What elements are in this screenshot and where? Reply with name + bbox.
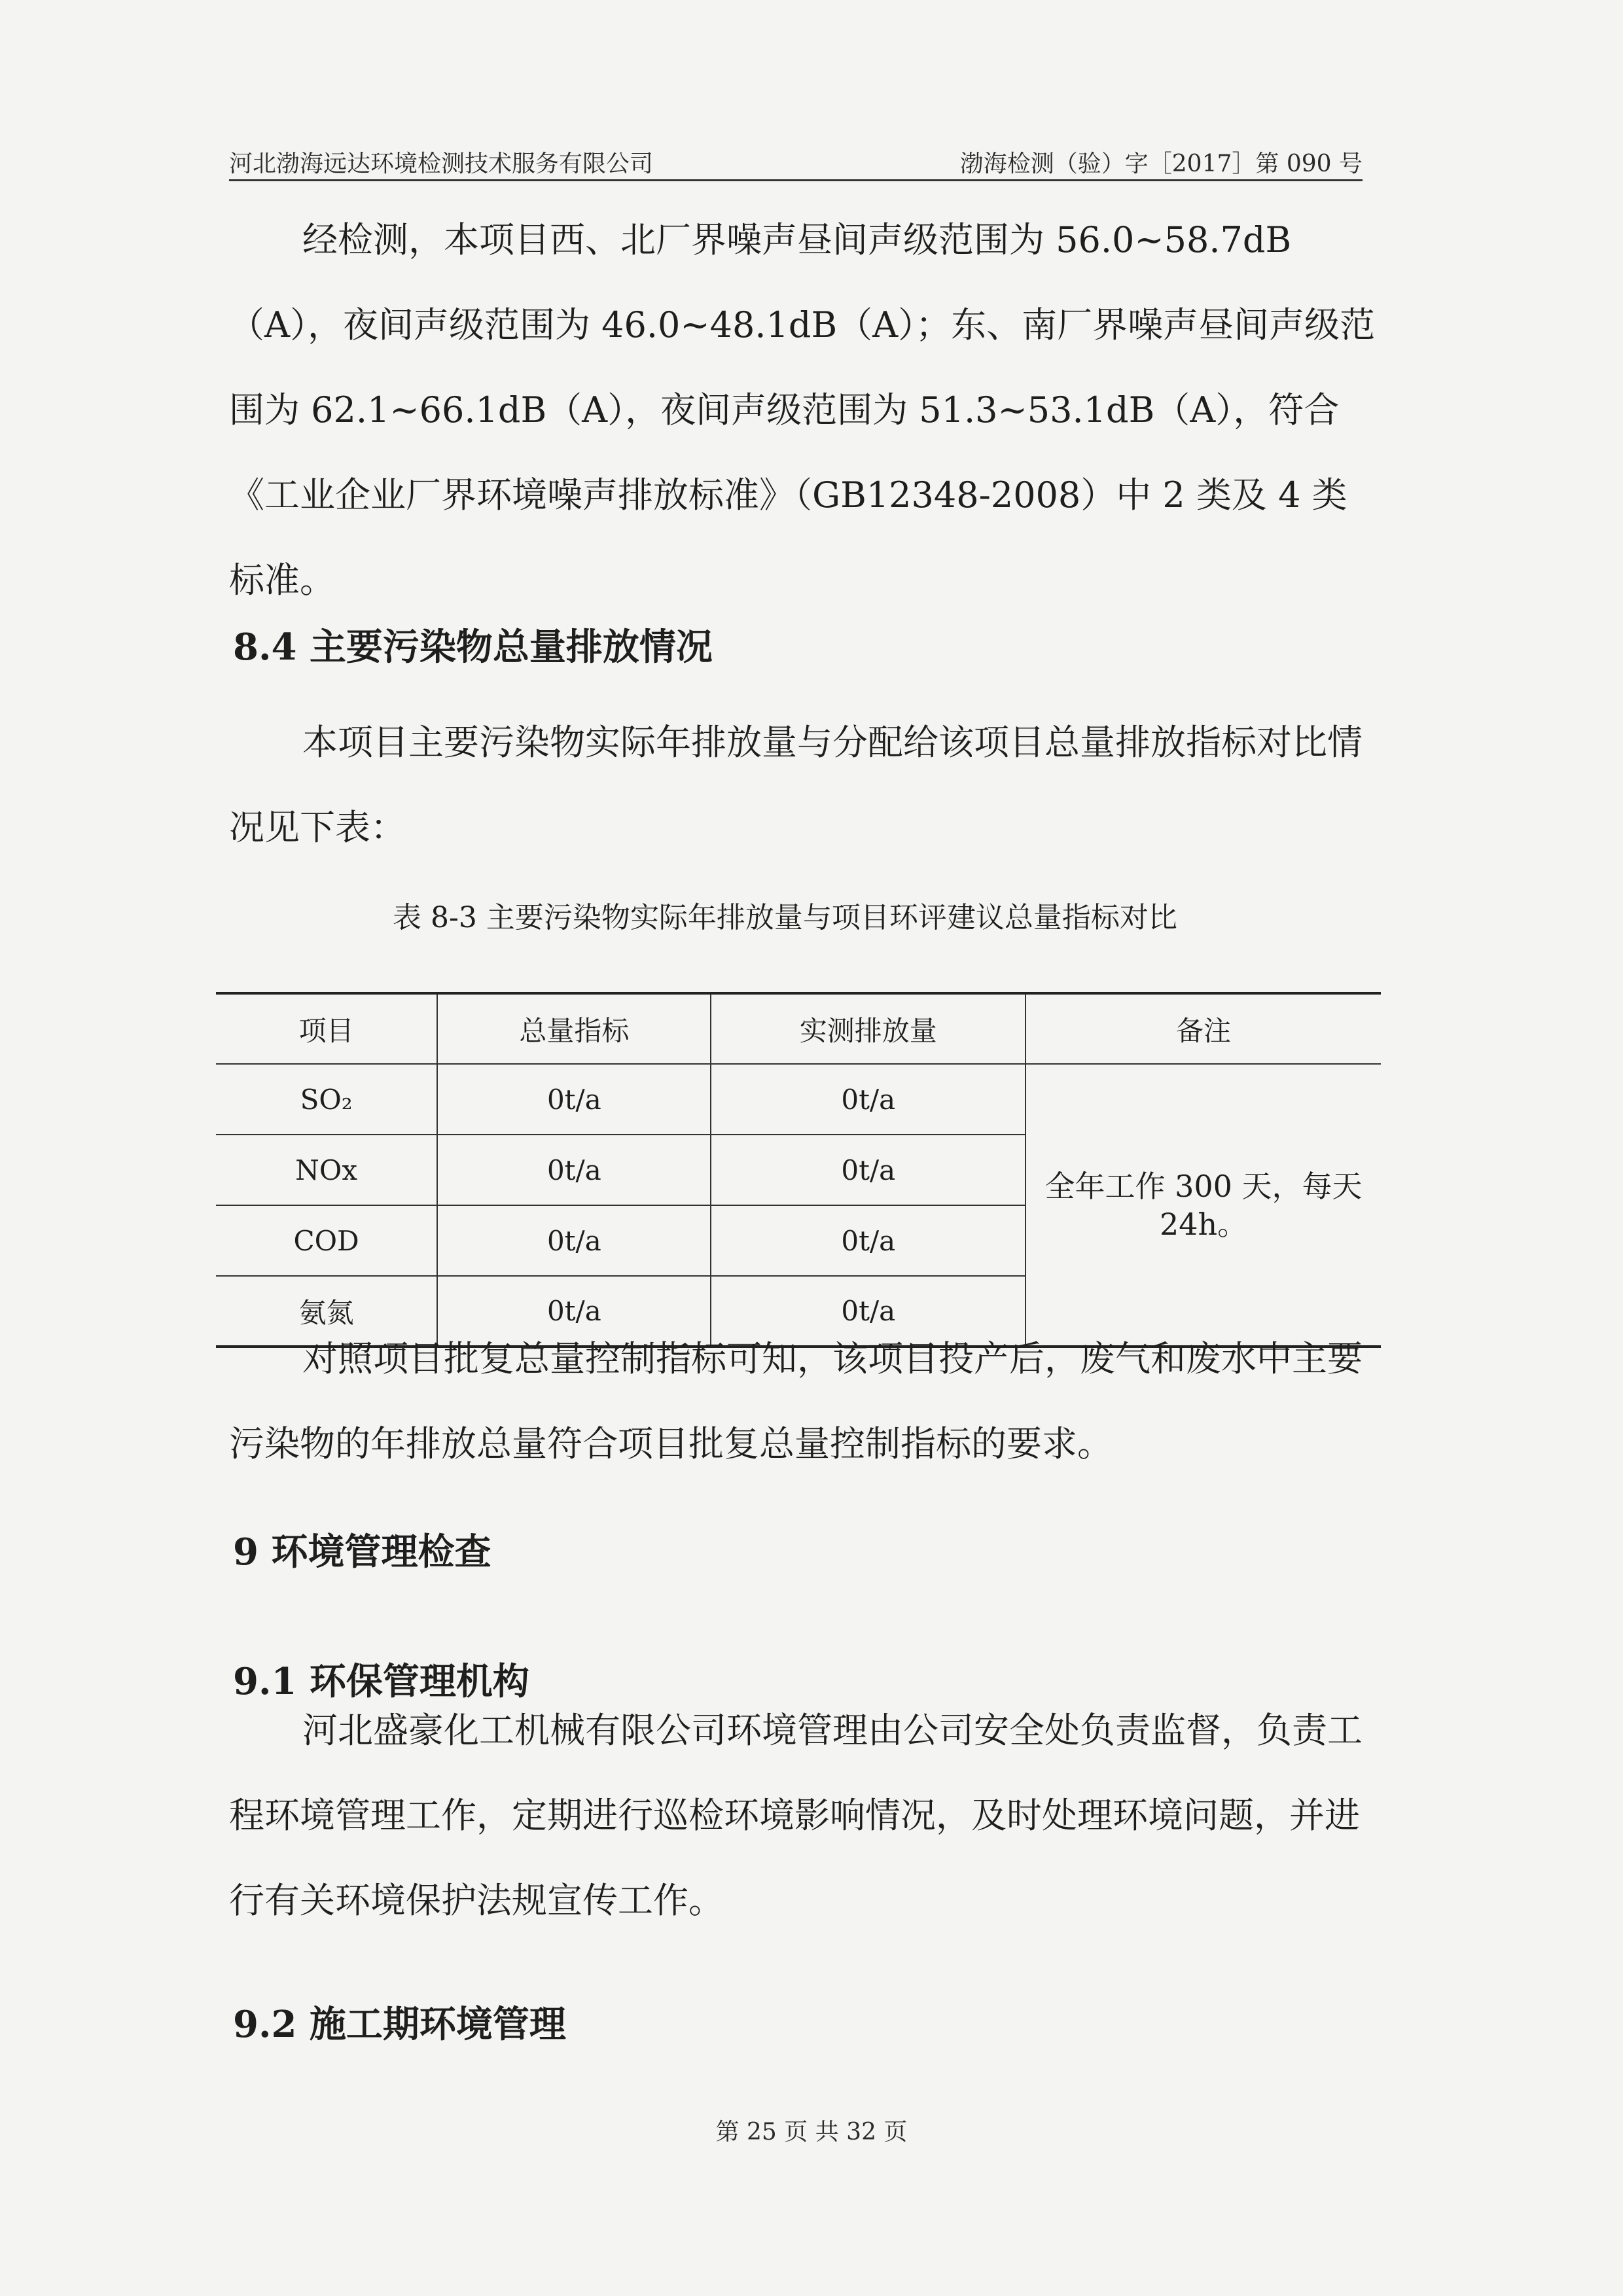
cell-quota: 0t/a: [437, 1276, 711, 1347]
cell-quota: 0t/a: [437, 1205, 711, 1276]
cell-note: 全年工作 300 天，每天 24h。: [1026, 1064, 1381, 1347]
page-number-label: 第 25 页 共 32 页: [715, 2119, 908, 2146]
col-header-measured: 实测排放量: [711, 993, 1026, 1064]
section-8-4-heading: 8.4 主要污染物总量排放情况: [233, 626, 713, 669]
cell-item: NOx: [216, 1135, 437, 1205]
noise-result-paragraph: 经检测，本项目西、北厂界噪声昼间声级范围为 56.0~58.7dB（A），夜间声级范围为 46.0~48.1dB（A）；东、南厂界噪声昼间声级范围为 62.1~66.1dB（A），夜间声级范围为 51.3~53.1dB（A），符合《工业企业厂界环境噪声排放标准》（GB12348-2008）中 2 类及 4 类标准。: [229, 219, 1376, 601]
table-row: [216, 1064, 1381, 1135]
col-header-note: 备注: [1026, 993, 1381, 1064]
section-8-4-conclusion: 对照项目批复总量控制指标可知，该项目投产后，废气和废水中主要污染物的年排放总量符合项目批复总量控制指标的要求。: [229, 1338, 1363, 1464]
col-header-item: 项目: [216, 993, 437, 1064]
cell-measured: 0t/a: [711, 1205, 1026, 1276]
cell-item: 氨氮: [216, 1276, 437, 1347]
section-9-2-heading: 9.2 施工期环境管理: [233, 2003, 566, 2046]
table-header-row: [216, 993, 1381, 1064]
cell-measured: 0t/a: [711, 1135, 1026, 1205]
section-9-1-heading: 9.1 环保管理机构: [233, 1660, 529, 1703]
col-header-quota: 总量指标: [437, 993, 711, 1064]
cell-measured: 0t/a: [711, 1276, 1026, 1347]
page-footer: [0, 2113, 1623, 2147]
cell-item: SO₂: [216, 1064, 437, 1135]
cell-item: COD: [216, 1205, 437, 1276]
cell-quota: 0t/a: [437, 1064, 711, 1135]
table-caption: 表 8-3 主要污染物实际年排放量与项目环评建议总量指标对比: [393, 901, 1177, 934]
pollutant-total-table: [216, 992, 1381, 1348]
header-company: 河北渤海远达环境检测技术服务有限公司: [229, 150, 654, 177]
section-8-4-intro: 本项目主要污染物实际年排放量与分配给该项目总量排放指标对比情况见下表：: [229, 722, 1363, 848]
header-rule: [229, 179, 1363, 181]
header-doc-number: 渤海检测（验）字［2017］第 090 号: [959, 150, 1363, 177]
section-9-1-text: 河北盛豪化工机械有限公司环境管理由公司安全处负责监督，负责工程环境管理工作，定期进行巡检环境影响情况，及时处理环境问题，并进行有关环境保护法规宣传工作。: [229, 1710, 1363, 1921]
cell-quota: 0t/a: [437, 1135, 711, 1205]
section-9-heading: 9 环境管理检查: [233, 1530, 491, 1574]
cell-measured: 0t/a: [711, 1064, 1026, 1135]
